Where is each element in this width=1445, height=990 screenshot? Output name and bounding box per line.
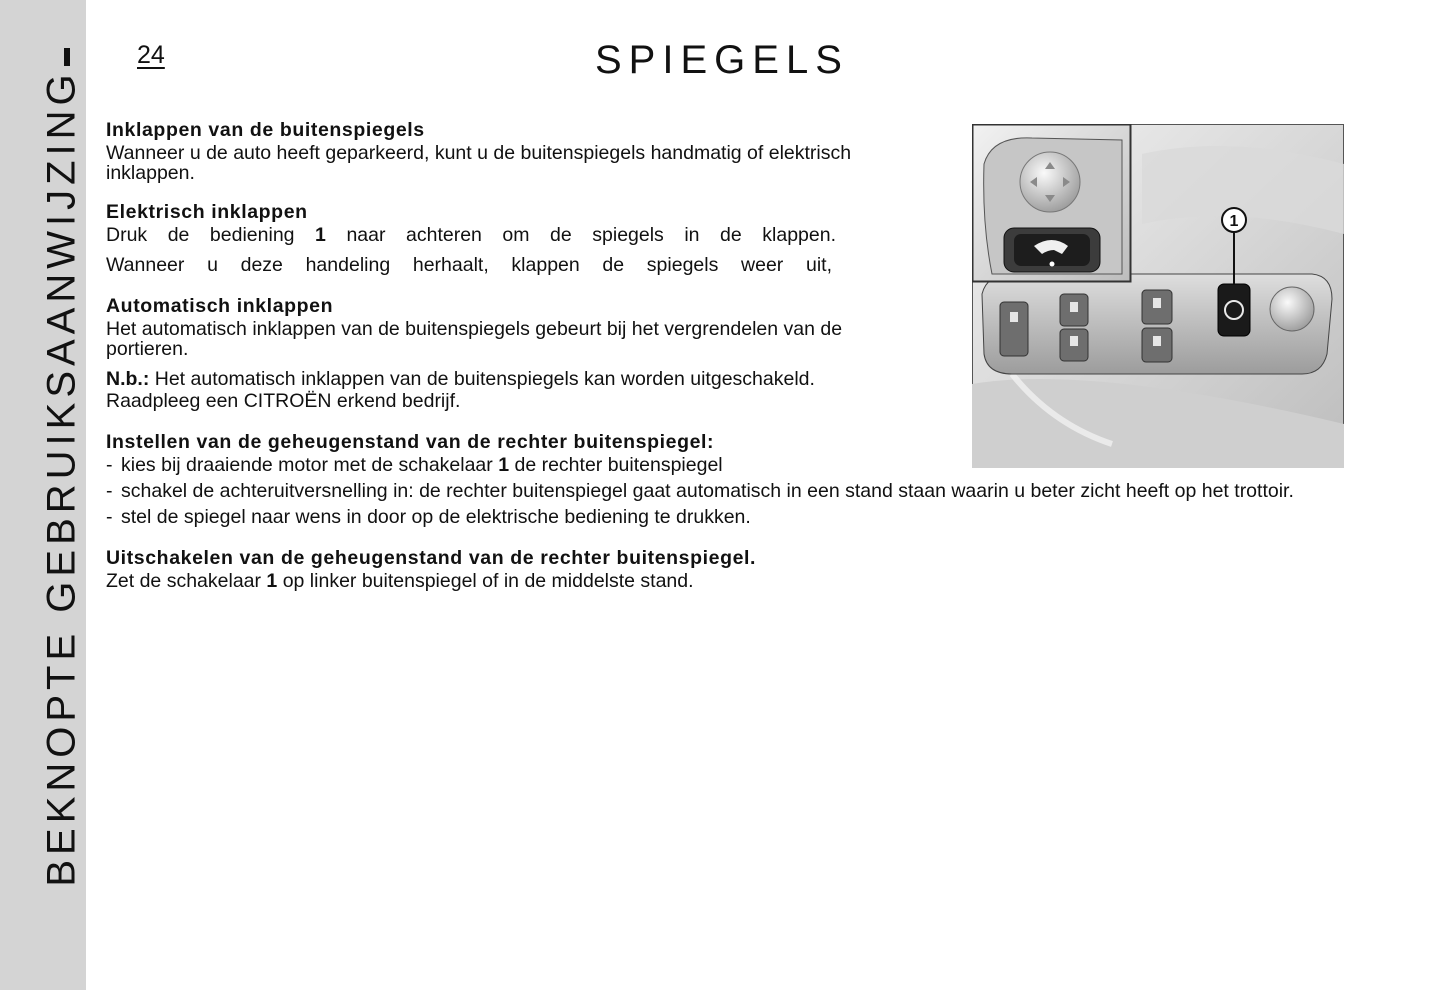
section-automatisch [106, 295, 918, 411]
list-item: - kies bij draaiende motor met de schakelaar 1 de rechter buitenspiegel [106, 454, 723, 476]
paragraph: Het automatisch inklappen van de buitenspiegels gebeurt bij het vergrendelen van de portieren. [106, 318, 843, 360]
paragraph [106, 225, 836, 245]
section-uitschakelen [106, 547, 1351, 591]
control-reference: 1 [266, 570, 278, 592]
control-reference: 1 [498, 454, 510, 476]
paragraph [106, 571, 1351, 591]
text-run: schakel de achteruitversnelling in: de rechter buitenspiegel gaat automatisch in een stand staan waarin u beter zicht heeft op het trottoir. [121, 480, 1294, 502]
text-run: de rechter buitenspiegel [509, 454, 723, 476]
text-run: op linker buitenspiegel of in de middelste stand. [277, 570, 694, 592]
list-item: - schakel de achteruitversnelling in: de rechter buitenspiegel gaat automatisch in een stand staan waarin u beter zicht heeft op het trottoir. [106, 480, 1294, 502]
text-run: kies bij draaiende motor met de schakelaar [121, 454, 499, 476]
section-heading: Instellen van de geheugenstand van de rechter buitenspiegel: [106, 431, 715, 453]
door-controls-illustration [972, 124, 1344, 468]
section-heading: Elektrisch inklappen [106, 201, 308, 223]
side-section-label: BEKNOPTE GEBRUIKSAANWIJZING [39, 69, 84, 887]
section-heading: Inklappen van de buitenspiegels [106, 119, 425, 141]
paragraph: Wanneer u deze handeling herhaalt, klappen de spiegels weer uit, [106, 254, 832, 276]
door-controls-photo [972, 124, 1344, 468]
section-heading: Uitschakelen van de geheugenstand van de rechter buitenspiegel. [106, 547, 757, 569]
page-edge-mark [64, 48, 70, 66]
paragraph: Wanneer u de auto heeft geparkeerd, kunt u de buitenspiegels handmatig of elektrisch inklappen. [106, 142, 852, 184]
paragraph: Raadpleeg een CITROËN erkend bedrijf. [106, 390, 461, 412]
text-run: Zet de schakelaar [106, 570, 267, 592]
text-run: naar achteren om de spiegels in de klappen. [325, 224, 836, 246]
note-label: N.b.: [106, 368, 150, 390]
side-strip [0, 0, 86, 990]
page-number: 24 [137, 41, 165, 69]
note-text: Het automatisch inklappen van de buitenspiegels kan worden uitgeschakeld. [149, 368, 815, 390]
section-heading: Automatisch inklappen [106, 295, 334, 317]
note [106, 369, 896, 389]
list-item: - stel de spiegel naar wens in door op de elektrische bediening te drukken. [106, 506, 751, 528]
section-elektrisch [106, 201, 918, 275]
page-title: SPIEGELS [595, 38, 849, 82]
control-reference: 1 [315, 224, 326, 246]
text-run: Druk de bediening [106, 224, 316, 246]
text-run: stel de spiegel naar wens in door op de elektrische bediening te drukken. [121, 506, 751, 528]
section-inklappen [106, 119, 918, 183]
callout-label: 1 [1229, 213, 1239, 230]
